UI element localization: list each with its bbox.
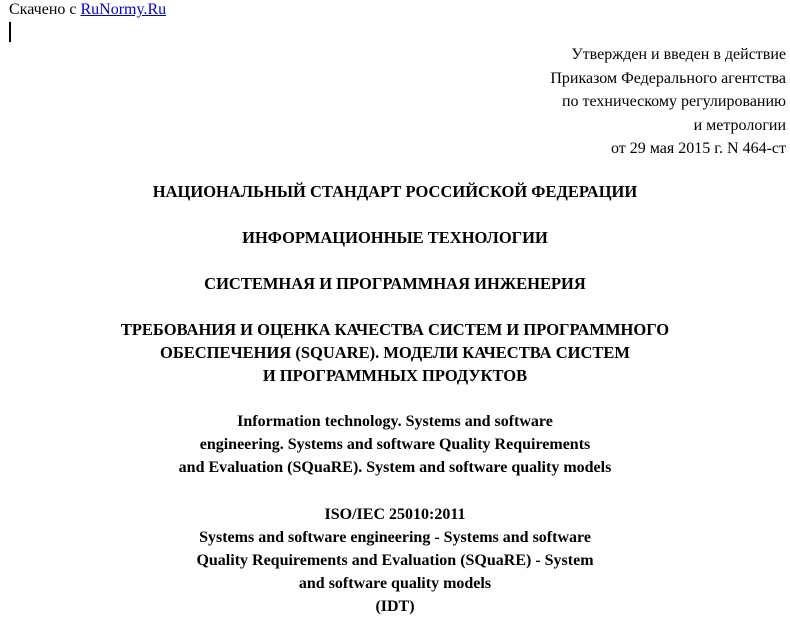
text-cursor bbox=[9, 22, 11, 42]
russian-title bbox=[0, 318, 790, 387]
engineering-heading-text: СИСТЕМНАЯ И ПРОГРАММНАЯ ИНЖЕНЕРИЯ bbox=[204, 274, 586, 293]
approval-line: и метрологии bbox=[693, 116, 786, 134]
iso-code: ISO/IEC 25010:2011 bbox=[324, 506, 466, 523]
russian-title-line: И ПРОГРАММНЫХ ПРОДУКТОВ bbox=[262, 366, 528, 385]
source-line bbox=[9, 0, 166, 20]
engineering-heading bbox=[0, 272, 790, 295]
english-title-line: engineering. Systems and software Quality Requirements bbox=[199, 436, 591, 453]
it-heading bbox=[0, 226, 790, 249]
it-heading-text: ИНФОРМАЦИОННЫЕ ТЕХНОЛОГИИ bbox=[242, 228, 548, 247]
english-title-line: Information technology. Systems and software bbox=[237, 413, 553, 430]
approval-line: Приказом Федерального агентства bbox=[550, 69, 786, 87]
iso-block bbox=[0, 503, 790, 618]
iso-title-line: Quality Requirements and Evaluation (SQuaRE) - System bbox=[196, 552, 594, 569]
runormy-link[interactable]: RuNormy.Ru bbox=[80, 1, 167, 18]
iso-suffix: (IDT) bbox=[375, 598, 415, 615]
approval-line: от 29 мая 2015 г. N 464-ст bbox=[611, 140, 786, 157]
national-standard-text: НАЦИОНАЛЬНЫЙ СТАНДАРТ РОССИЙСКОЙ ФЕДЕРАЦИИ bbox=[152, 182, 638, 201]
national-standard-heading bbox=[0, 180, 790, 203]
source-prefix: Скачено с bbox=[9, 1, 81, 18]
russian-title-line: ОБЕСПЕЧЕНИЯ (SQUARE). МОДЕЛИ КАЧЕСТВА СИСТЕМ bbox=[160, 343, 630, 362]
iso-title-line: and software quality models bbox=[298, 575, 492, 592]
approval-block bbox=[550, 43, 786, 161]
english-title-line: and Evaluation (SQuaRE). System and software quality models bbox=[178, 459, 612, 476]
iso-title-line: Systems and software engineering - Systems and software bbox=[199, 529, 591, 546]
english-title bbox=[0, 410, 790, 479]
approval-line: Утвержден и введен в действие bbox=[571, 46, 786, 63]
approval-line: по техническому регулированию bbox=[561, 93, 786, 110]
russian-title-line: ТРЕБОВАНИЯ И ОЦЕНКА КАЧЕСТВА СИСТЕМ И ПРОГРАММНОГО bbox=[120, 320, 670, 339]
